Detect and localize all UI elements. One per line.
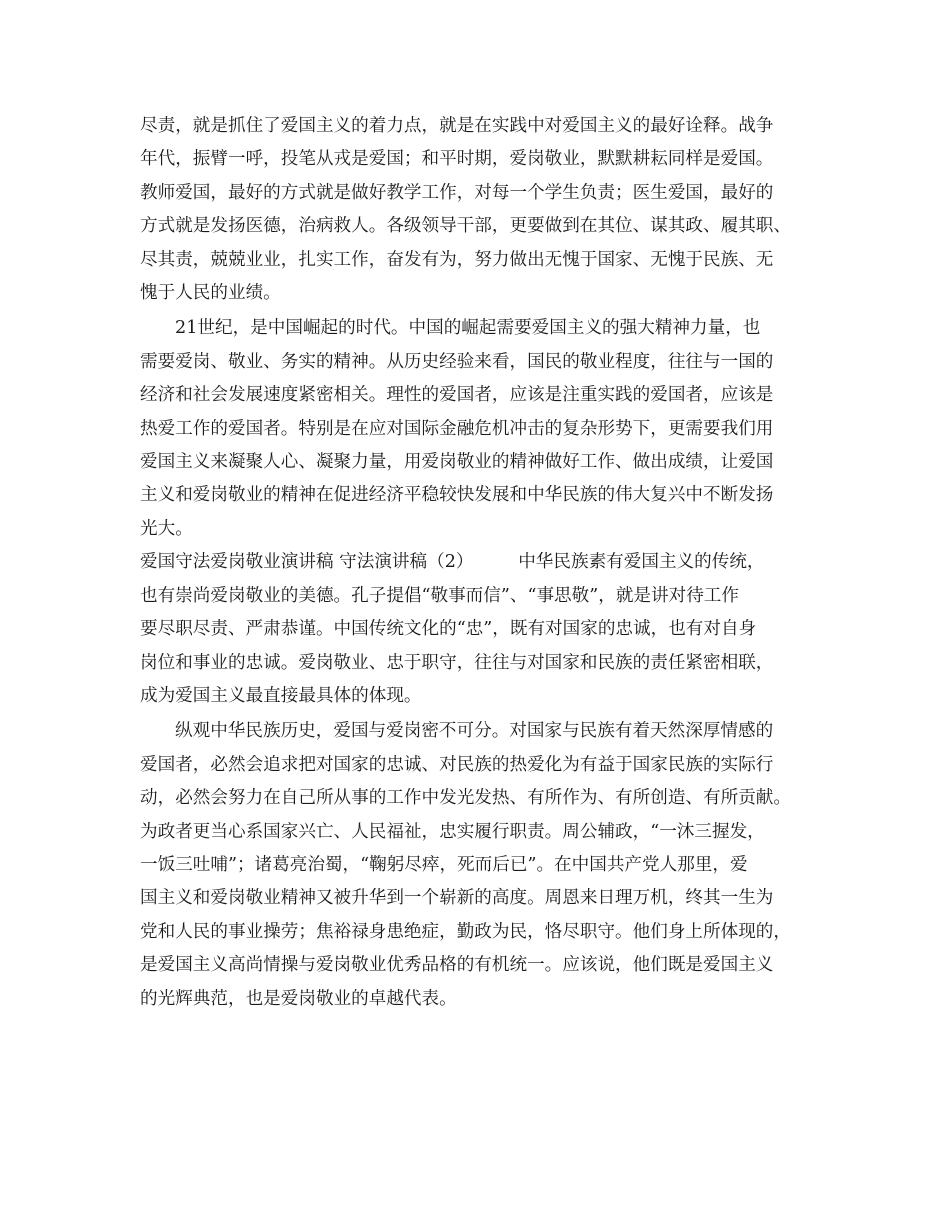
paragraph [140,715,820,1016]
text-line: 需要爱岗、敬业、务实的精神。从历史经验来看，国民的敬业程度，往往与一国的 [140,351,774,372]
text-line: 经济和社会发展速度紧密相关。理性的爱国者，应该是注重实践的爱国者，应该是 [140,385,774,406]
text-line: 教师爱国，最好的方式就是做好教学工作，对每一个学生负责；医生爱国，最好的 [140,182,774,203]
text-line: 成为爱国主义最直接最具体的体现。 [140,685,422,706]
text-line: 一饭三吐哺”；诸葛亮治蜀，“鞠躬尽瘁，死而后已”。在中国共产党人那里，爱 [140,854,748,875]
text-line: 主义和爱岗敬业的精神在促进经济平稳较快发展和中华民族的伟大复兴中不断发扬 [140,485,774,506]
text-line: 要尽职尽责、严肃恭谨。中国传统文化的“忠”，既有对国家的忠诚，也有对自身 [140,619,757,640]
text-line: 纵观中华民族历史，爱国与爱岗密不可分。对国家与民族有着天然深厚情感的 [175,721,774,742]
text-line: 也有崇尚爱岗敬业的美德。孔子提倡“敬事而信”、“事思敬”，就是讲对待工作 [140,585,739,606]
text-line: 国主义和爱岗敬业精神又被升华到一个崭新的高度。周恩来日理万机，终其一生为 [140,888,774,909]
text-line: 爱国守法爱岗敬业演讲稿 守法演讲稿（2） 中华民族素有爱国主义的传统， [140,552,765,573]
paragraph [140,312,820,546]
text-line: 是爱国主义高尚情操与爱岗敬业优秀品格的有机统一。应该说，他们既是爱国主义 [140,955,774,976]
text-line: 党和人民的事业操劳；焦裕禄身患绝症，勤政为民，恪尽职守。他们身上所体现的， [140,921,791,942]
text-line: 动，必然会努力在自己所从事的工作中发光发热、有所作为、有所创造、有所贡献。 [140,788,791,809]
document-body [140,110,820,1016]
text-line: 年代，振臂一呼，投笔从戎是爱国；和平时期，爱岗敬业，默默耕耘同样是爱国。 [140,149,774,170]
paragraph [140,110,820,310]
text-line: 尽其责，兢兢业业，扎实工作，奋发有为，努力做出无愧于国家、无愧于民族、无 [140,249,774,270]
text-line: 21世纪，是中国崛起的时代。中国的崛起需要爱国主义的强大精神力量，也 [175,318,761,339]
text-line: 方式就是发扬医德，治病救人。各级领导干部，更要做到在其位、谋其政、履其职、 [140,216,791,237]
text-line: 光大。 [140,518,193,539]
text-line: 岗位和事业的忠诚。爱岗敬业、忠于职守，往往与对国家和民族的责任紧密相联， [140,652,774,673]
text-line: 爱国主义来凝聚人心、凝聚力量，用爱岗敬业的精神做好工作、做出成绩，让爱国 [140,452,774,473]
text-line: 热爱工作的爱国者。特别是在应对国际金融危机冲击的复杂形势下，更需要我们用 [140,418,774,439]
text-line: 为政者更当心系国家兴亡、人民福祉，忠实履行职责。周公辅政，“一沐三握发， [140,821,765,842]
text-line: 尽责，就是抓住了爱国主义的着力点，就是在实践中对爱国主义的最好诠释。战争 [140,116,774,136]
text-line: 的光辉典范，也是爱岗敬业的卓越代表。 [140,988,457,1009]
text-line: 爱国者，必然会追求把对国家的忠诚、对民族的热爱化为有益于国家民族的实际行 [140,754,774,775]
text-line: 愧于人民的业绩。 [140,283,281,304]
paragraph [140,546,820,713]
